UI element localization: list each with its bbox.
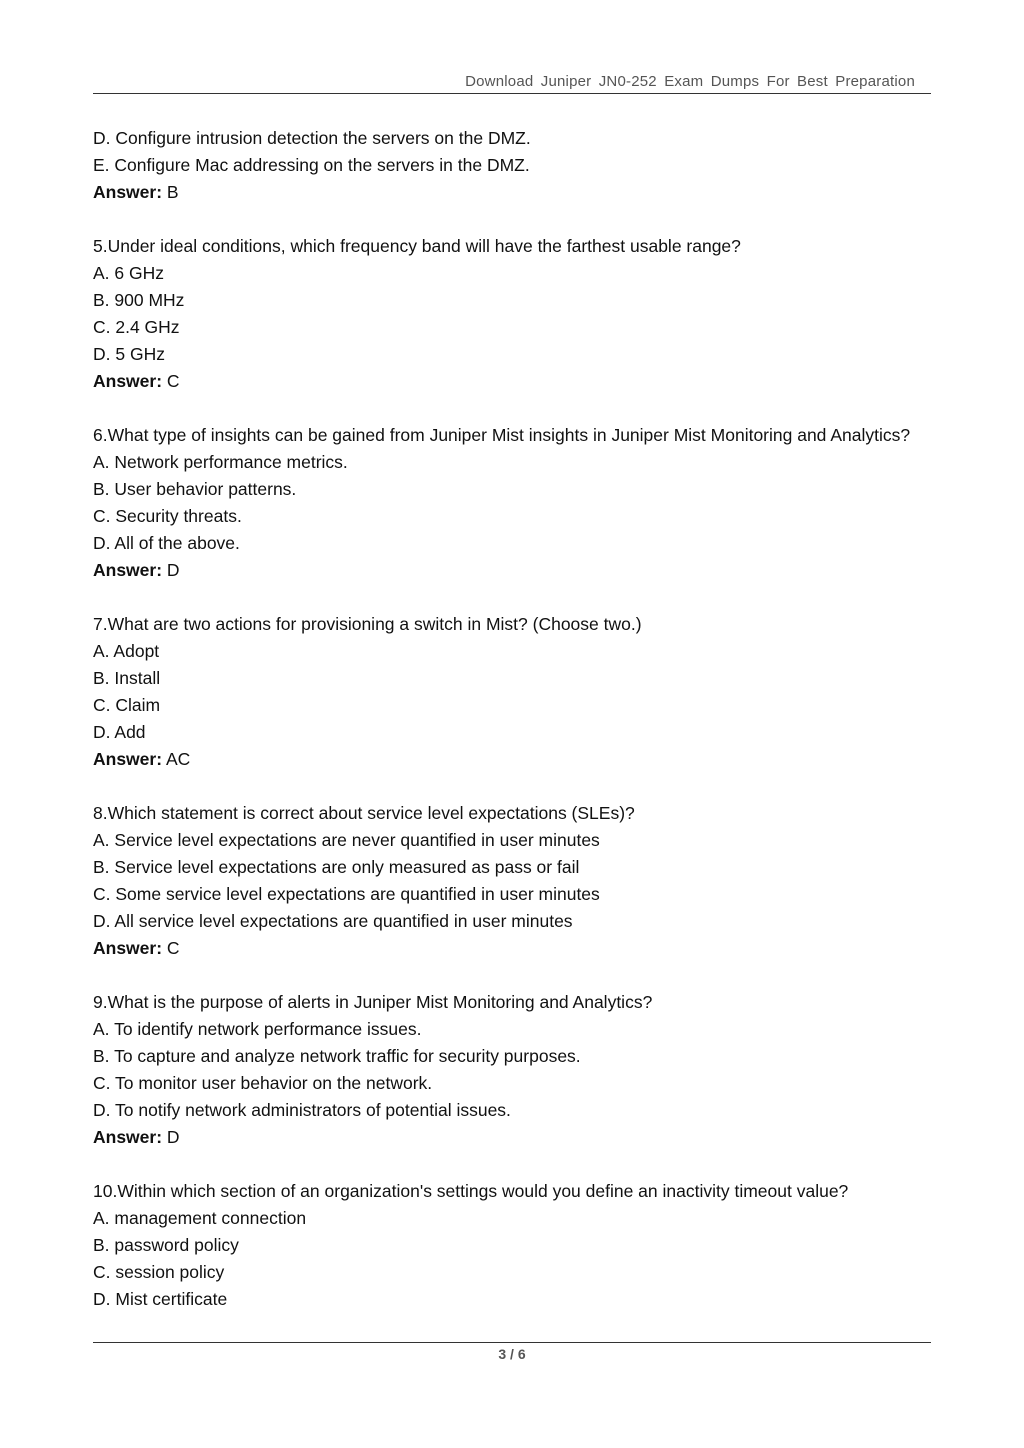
option-a: A. management connection	[93, 1208, 307, 1228]
option-a: A. To identify network performance issues.	[93, 1019, 422, 1039]
answer-label: Answer:	[93, 182, 163, 202]
option-c: C. session policy	[93, 1262, 225, 1282]
option-b: B. Service level expectations are only measured as pass or fail	[93, 857, 580, 877]
option-b: B. Install	[93, 668, 161, 688]
option-a: A. Service level expectations are never quantified in user minutes	[93, 830, 600, 850]
question-block	[93, 422, 953, 584]
option-c: C. 2.4 GHz	[93, 317, 180, 337]
option-a: A. Adopt	[93, 641, 160, 661]
answer-label: Answer:	[93, 749, 163, 769]
answer-value: D	[162, 560, 180, 580]
option-b: B. To capture and analyze network traffic for security purposes.	[93, 1046, 581, 1066]
question-text: 10.Within which section of an organization's settings would you define an inactivity timeout value?	[93, 1181, 849, 1201]
answer-value: AC	[162, 749, 191, 769]
footer-divider	[93, 1342, 931, 1343]
option-b: B. 900 MHz	[93, 290, 185, 310]
answer-value: C	[162, 938, 180, 958]
answer-value: D	[162, 1127, 180, 1147]
question-block	[93, 1178, 953, 1313]
question-block	[93, 800, 953, 962]
option-c: C. Some service level expectations are quantified in user minutes	[93, 884, 600, 904]
answer	[93, 368, 953, 395]
option-a: A. Network performance metrics.	[93, 452, 348, 472]
answer-label: Answer:	[93, 938, 163, 958]
page-number: 3 / 6	[498, 1346, 526, 1362]
lead-option-d: D. Configure intrusion detection the servers on the DMZ.	[93, 128, 531, 148]
document-body	[93, 125, 953, 1313]
option-b: B. password policy	[93, 1235, 239, 1255]
option-b: B. User behavior patterns.	[93, 479, 297, 499]
answer-label: Answer:	[93, 371, 163, 391]
option-d: D. 5 GHz	[93, 344, 165, 364]
lead-answer	[93, 179, 953, 206]
lead-option-e: E. Configure Mac addressing on the servers in the DMZ.	[93, 155, 530, 175]
answer	[93, 935, 953, 962]
option-c: C. Security threats.	[93, 506, 242, 526]
answer	[93, 746, 953, 773]
option-d: D. Mist certificate	[93, 1289, 228, 1309]
answer-value: C	[162, 371, 180, 391]
header-divider	[93, 93, 931, 94]
page-header-title: Download Juniper JN0-252 Exam Dumps For Best Preparation	[465, 73, 915, 90]
option-a: A. 6 GHz	[93, 263, 164, 283]
option-d: D. All service level expectations are quantified in user minutes	[93, 911, 573, 931]
option-d: D. All of the above.	[93, 533, 240, 553]
option-d: D. Add	[93, 722, 146, 742]
answer-value: B	[162, 182, 179, 202]
question-block	[93, 611, 953, 773]
answer-label: Answer:	[93, 1127, 163, 1147]
question-text: 7.What are two actions for provisioning a switch in Mist? (Choose two.)	[93, 614, 642, 634]
option-c: C. Claim	[93, 695, 161, 715]
answer	[93, 557, 953, 584]
answer-label: Answer:	[93, 560, 163, 580]
option-d: D. To notify network administrators of potential issues.	[93, 1100, 511, 1120]
question-text: 9.What is the purpose of alerts in Juniper Mist Monitoring and Analytics?	[93, 992, 653, 1012]
question-block	[93, 233, 953, 395]
answer	[93, 1124, 953, 1151]
question-text: 5.Under ideal conditions, which frequency band will have the farthest usable range?	[93, 236, 741, 256]
question-block	[93, 989, 953, 1151]
option-c: C. To monitor user behavior on the network.	[93, 1073, 433, 1093]
question-text: 8.Which statement is correct about service level expectations (SLEs)?	[93, 803, 635, 823]
question-text: 6.What type of insights can be gained from Juniper Mist insights in Juniper Mist Monitoring and Analytics?	[93, 425, 911, 445]
